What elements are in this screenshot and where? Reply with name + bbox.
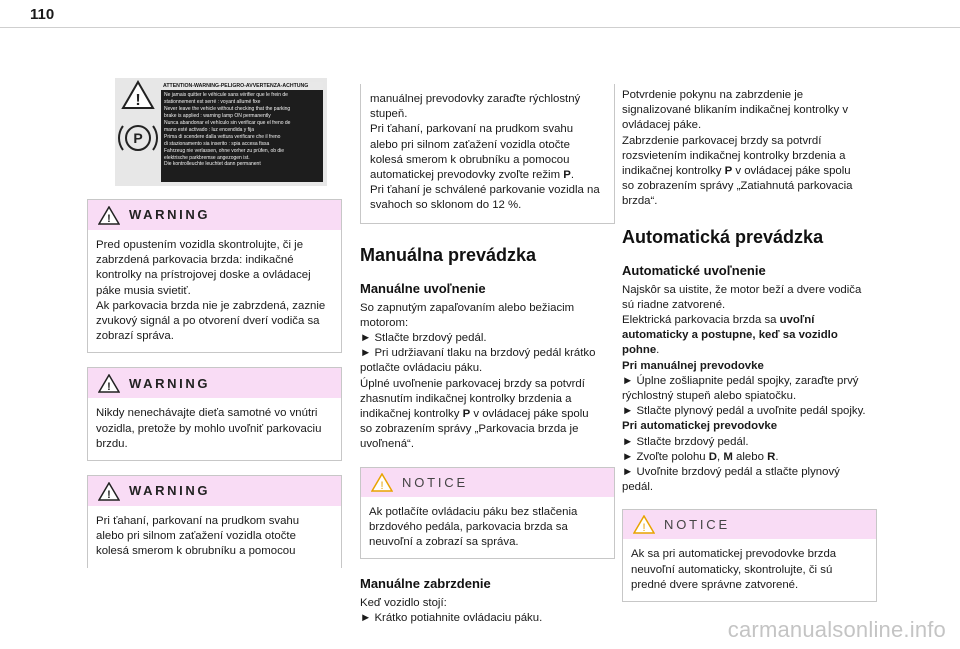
column-3 <box>622 88 877 602</box>
text-line: predné dvere správne zatvorené. <box>631 578 799 591</box>
svg-text:!: ! <box>107 212 111 225</box>
text-line: alebo pri silnom zaťažení vozidla otočte <box>96 530 296 543</box>
text-line: Pred opustením vozidla skontrolujte, či je <box>96 239 304 251</box>
text-line <box>622 343 877 358</box>
notice-box-1 <box>360 467 615 560</box>
text-line: Ak potlačíte ovládaciu páku bez stlačenia <box>369 505 578 518</box>
text-line: Keď vozidlo stojí: <box>360 597 447 610</box>
svg-text:P: P <box>133 130 143 146</box>
subheading-manual-release: Manuálne uvoľnenie <box>360 280 486 296</box>
warning-title: WARNING <box>129 483 211 499</box>
text-span: v ovládacej páke spolu <box>470 408 589 421</box>
warning-continuation-box <box>360 84 615 224</box>
watermark: carmanualsonline.info <box>727 617 946 642</box>
text-line: Úplné uvoľnenie parkovacej brzdy sa potvrdí <box>360 377 585 390</box>
svg-text:!: ! <box>107 488 111 501</box>
text-line: ovládacej páke. <box>622 119 702 132</box>
notice-box-header <box>361 468 614 497</box>
text-span: . <box>775 450 779 463</box>
text-line: kontrolky na prístrojovej doske a ovládacej <box>96 269 311 282</box>
text-line: Pri ťahaní, parkovaní na prudkom svahu <box>370 123 574 136</box>
warning-body <box>88 398 341 460</box>
text-line: uvoľnená“. <box>360 438 414 451</box>
indicator-p: P <box>462 408 471 421</box>
text-line: Zabrzdenie parkovacej brzdy sa potvrdí <box>622 134 822 147</box>
text-line: ► Pri udržiavaní tlaku na brzdový pedál krátko <box>360 347 596 360</box>
text-line: brzdového pedála, parkovacia brzda sa <box>369 520 568 533</box>
notice-triangle-icon <box>633 515 655 534</box>
text-line: motorom: <box>360 316 409 329</box>
notice-box-2 <box>622 509 877 602</box>
text-line: pedál. <box>622 481 654 494</box>
warning-box-2 <box>87 367 342 461</box>
text-line: zhasnutím indikačnej kontrolky brzdenia a <box>360 392 572 405</box>
text-line: kolesá smerom k obrubníku a pomocou <box>370 153 570 166</box>
svg-text:!: ! <box>380 479 384 492</box>
text-line: páke musia svietiť. <box>96 284 191 297</box>
warning-title: WARNING <box>129 207 211 223</box>
page-number: 110 <box>30 6 55 23</box>
svg-text:!: ! <box>107 380 111 393</box>
notice-triangle-icon <box>371 473 393 492</box>
section-heading-manual: Manuálna prevádzka <box>360 244 537 265</box>
indicator-p: P <box>724 165 733 178</box>
text-line: vozidla, pretože by mohlo uvoľniť parkovaciu <box>96 422 322 435</box>
section-heading-automatic: Automatická prevádzka <box>622 226 824 247</box>
text-line: svahoch so sklonom do 12 %. <box>370 199 522 212</box>
manual-gearbox-heading: Pri manuálnej prevodovke <box>622 359 764 372</box>
text-line: rýchlostný stupeň alebo spiatočku. <box>622 390 797 403</box>
text-span: ► Zvoľte polohu <box>622 450 709 463</box>
warning-box-header <box>88 200 341 230</box>
bold-text: automaticky a postupne, keď sa vozidlo <box>622 329 838 342</box>
text-line: brzdu. <box>96 437 128 450</box>
text-line: signalizované blikaním indikačnej kontrolky v <box>622 104 849 117</box>
warning-box-header <box>88 476 341 506</box>
warning-triangle-icon <box>98 206 120 225</box>
mode-d: D <box>708 450 718 463</box>
text-line: Najskôr sa uistite, že motor beží a dvere vodiča <box>622 283 862 296</box>
text-line: ► Stlačte brzdový pedál. <box>360 332 487 345</box>
automatic-release-text <box>622 283 877 496</box>
text-span: indikačnej kontrolky <box>622 165 725 178</box>
text-line: brzda“. <box>622 195 658 208</box>
notice-box-header <box>623 510 876 539</box>
text-line: ► Uvoľnite brzdový pedál a stlačte plynový <box>622 466 840 479</box>
text-line: neuvoľní a zobrazí sa správa. <box>369 536 519 549</box>
text-span: Elektrická parkovacia brzda sa <box>622 314 780 327</box>
text-line: zabrzdená parkovacia brzda: indikačné <box>96 254 294 267</box>
text-span: . <box>656 344 660 357</box>
notice-body <box>623 539 876 601</box>
text-line: alebo pri silnom zaťažení vozidla otočte <box>370 138 570 151</box>
subheading-manual-apply: Manuálne zabrzdenie <box>360 576 491 592</box>
text-line: Nikdy nenechávajte dieťa samotné vo vnútri <box>96 407 318 420</box>
text-line: Pri ťahaní, parkovaní na prudkom svahu <box>96 515 300 528</box>
text-span: indikačnej kontrolky <box>360 408 463 421</box>
bold-text: uvoľní <box>779 314 815 327</box>
manual-apply-text <box>360 596 615 626</box>
text-line: So zapnutým zapaľovaním alebo bežiacim <box>360 301 575 314</box>
text-line <box>370 168 605 183</box>
text-span: , <box>717 450 724 463</box>
text-line: manuálnej prevodovky zaraďte rýchlostný <box>370 93 581 105</box>
column-1 <box>87 78 342 568</box>
warning-box-header <box>88 368 341 398</box>
text-line: zobrazí správa. <box>96 330 174 343</box>
text-line: Ak parkovacia brzda nie je zabrzdená, zaznie <box>96 299 326 312</box>
text-line: ► Stlačte plynový pedál a uvoľnite pedál spojky. <box>622 405 866 418</box>
subheading-automatic-release: Automatické uvoľnenie <box>622 262 766 278</box>
text-line <box>622 313 877 328</box>
warning-body <box>88 230 341 352</box>
text-line: Potvrdenie pokynu na zabrzdenie je <box>622 89 804 101</box>
warning-label-text: ATTENTION-WARNING-PELIGRO-AVVERTENZA-ACHTUNG Ne jamais quitter le véhicule sans vérifier que le frein de stationnement est serré : voyant allumé fixe Never leave the vehicle without checking that the parking brake is applied : warning lamp ON permanently Nunca abandonar el vehículo sin verificar que el freno de mano esté activado : luz encendida y fija Prima di scendere dalla vettura verificare che il freno di stazionamento sia inserito : spia accesa fissa Fahrzeug nie verlassen, ohne vorher zu prüfen, ob die elektrische parkbremse angezogen ist. Die kontrolleuchte leuchtet dann permanent <box>161 82 323 182</box>
text-line: ► Úplne zošliapnite pedál spojky, zaraďte prvý <box>622 374 859 387</box>
manual-release-text <box>360 301 615 453</box>
text-line: stupeň. <box>370 108 408 121</box>
notice-title: NOTICE <box>402 474 468 490</box>
automatic-gearbox-heading: Pri automatickej prevodovke <box>622 420 778 433</box>
apply-confirmation-text <box>622 88 877 210</box>
text-line: kolesá smerom k obrubníku a pomocou <box>96 545 296 558</box>
header-rule <box>0 27 960 28</box>
warning-triangle-icon <box>98 482 120 501</box>
warning-body <box>88 506 341 568</box>
text-line: sú riadne zatvorené. <box>622 298 726 311</box>
parking-brake-warning-icon <box>115 78 161 186</box>
text-line: ► Krátko potiahnite ovládaciu páku. <box>360 612 543 625</box>
text-line: Pri ťahaní je schválené parkovanie vozidla na <box>370 184 600 197</box>
text-line: ► Stlačte brzdový pedál. <box>622 435 749 448</box>
notice-title: NOTICE <box>664 517 730 533</box>
text-line: Ak sa pri automatickej prevodovke brzda <box>631 548 837 561</box>
warning-label-photo <box>115 78 327 186</box>
text-line: zvukový signál a po otvorení dverí vodiča sa <box>96 315 320 328</box>
warning-box-1 <box>87 199 342 353</box>
warning-title: WARNING <box>129 375 211 391</box>
mode-p: P <box>563 169 571 182</box>
text-span: alebo <box>732 450 768 463</box>
mode-m: M <box>723 450 733 463</box>
mode-r: R <box>767 450 776 463</box>
text-line: rozsvietením indikačnej kontrolky brzdenia a <box>622 149 846 162</box>
text-line: potlačte ovládaciu páku. <box>360 362 483 375</box>
column-2 <box>360 84 615 627</box>
text-line: so zobrazením správy „Parkovacia brzda je <box>360 423 579 436</box>
svg-text:!: ! <box>135 92 141 109</box>
text-line <box>622 450 877 465</box>
text-span: . <box>570 169 575 182</box>
text-span: automatickej prevodovky zvoľte režim <box>370 169 564 182</box>
svg-text:!: ! <box>642 522 646 535</box>
text-line: neuvoľní automaticky, skontrolujte, či sú <box>631 563 833 576</box>
text-line <box>622 164 877 179</box>
text-span: v ovládacej páke spolu <box>732 165 851 178</box>
warning-box-3 <box>87 475 342 568</box>
text-line: so zobrazením správy „Zatiahnutá parkovacia <box>622 180 853 193</box>
notice-body <box>361 497 614 559</box>
warning-triangle-icon <box>98 374 120 393</box>
text-line <box>360 407 615 422</box>
bold-text: pohne <box>622 344 657 357</box>
